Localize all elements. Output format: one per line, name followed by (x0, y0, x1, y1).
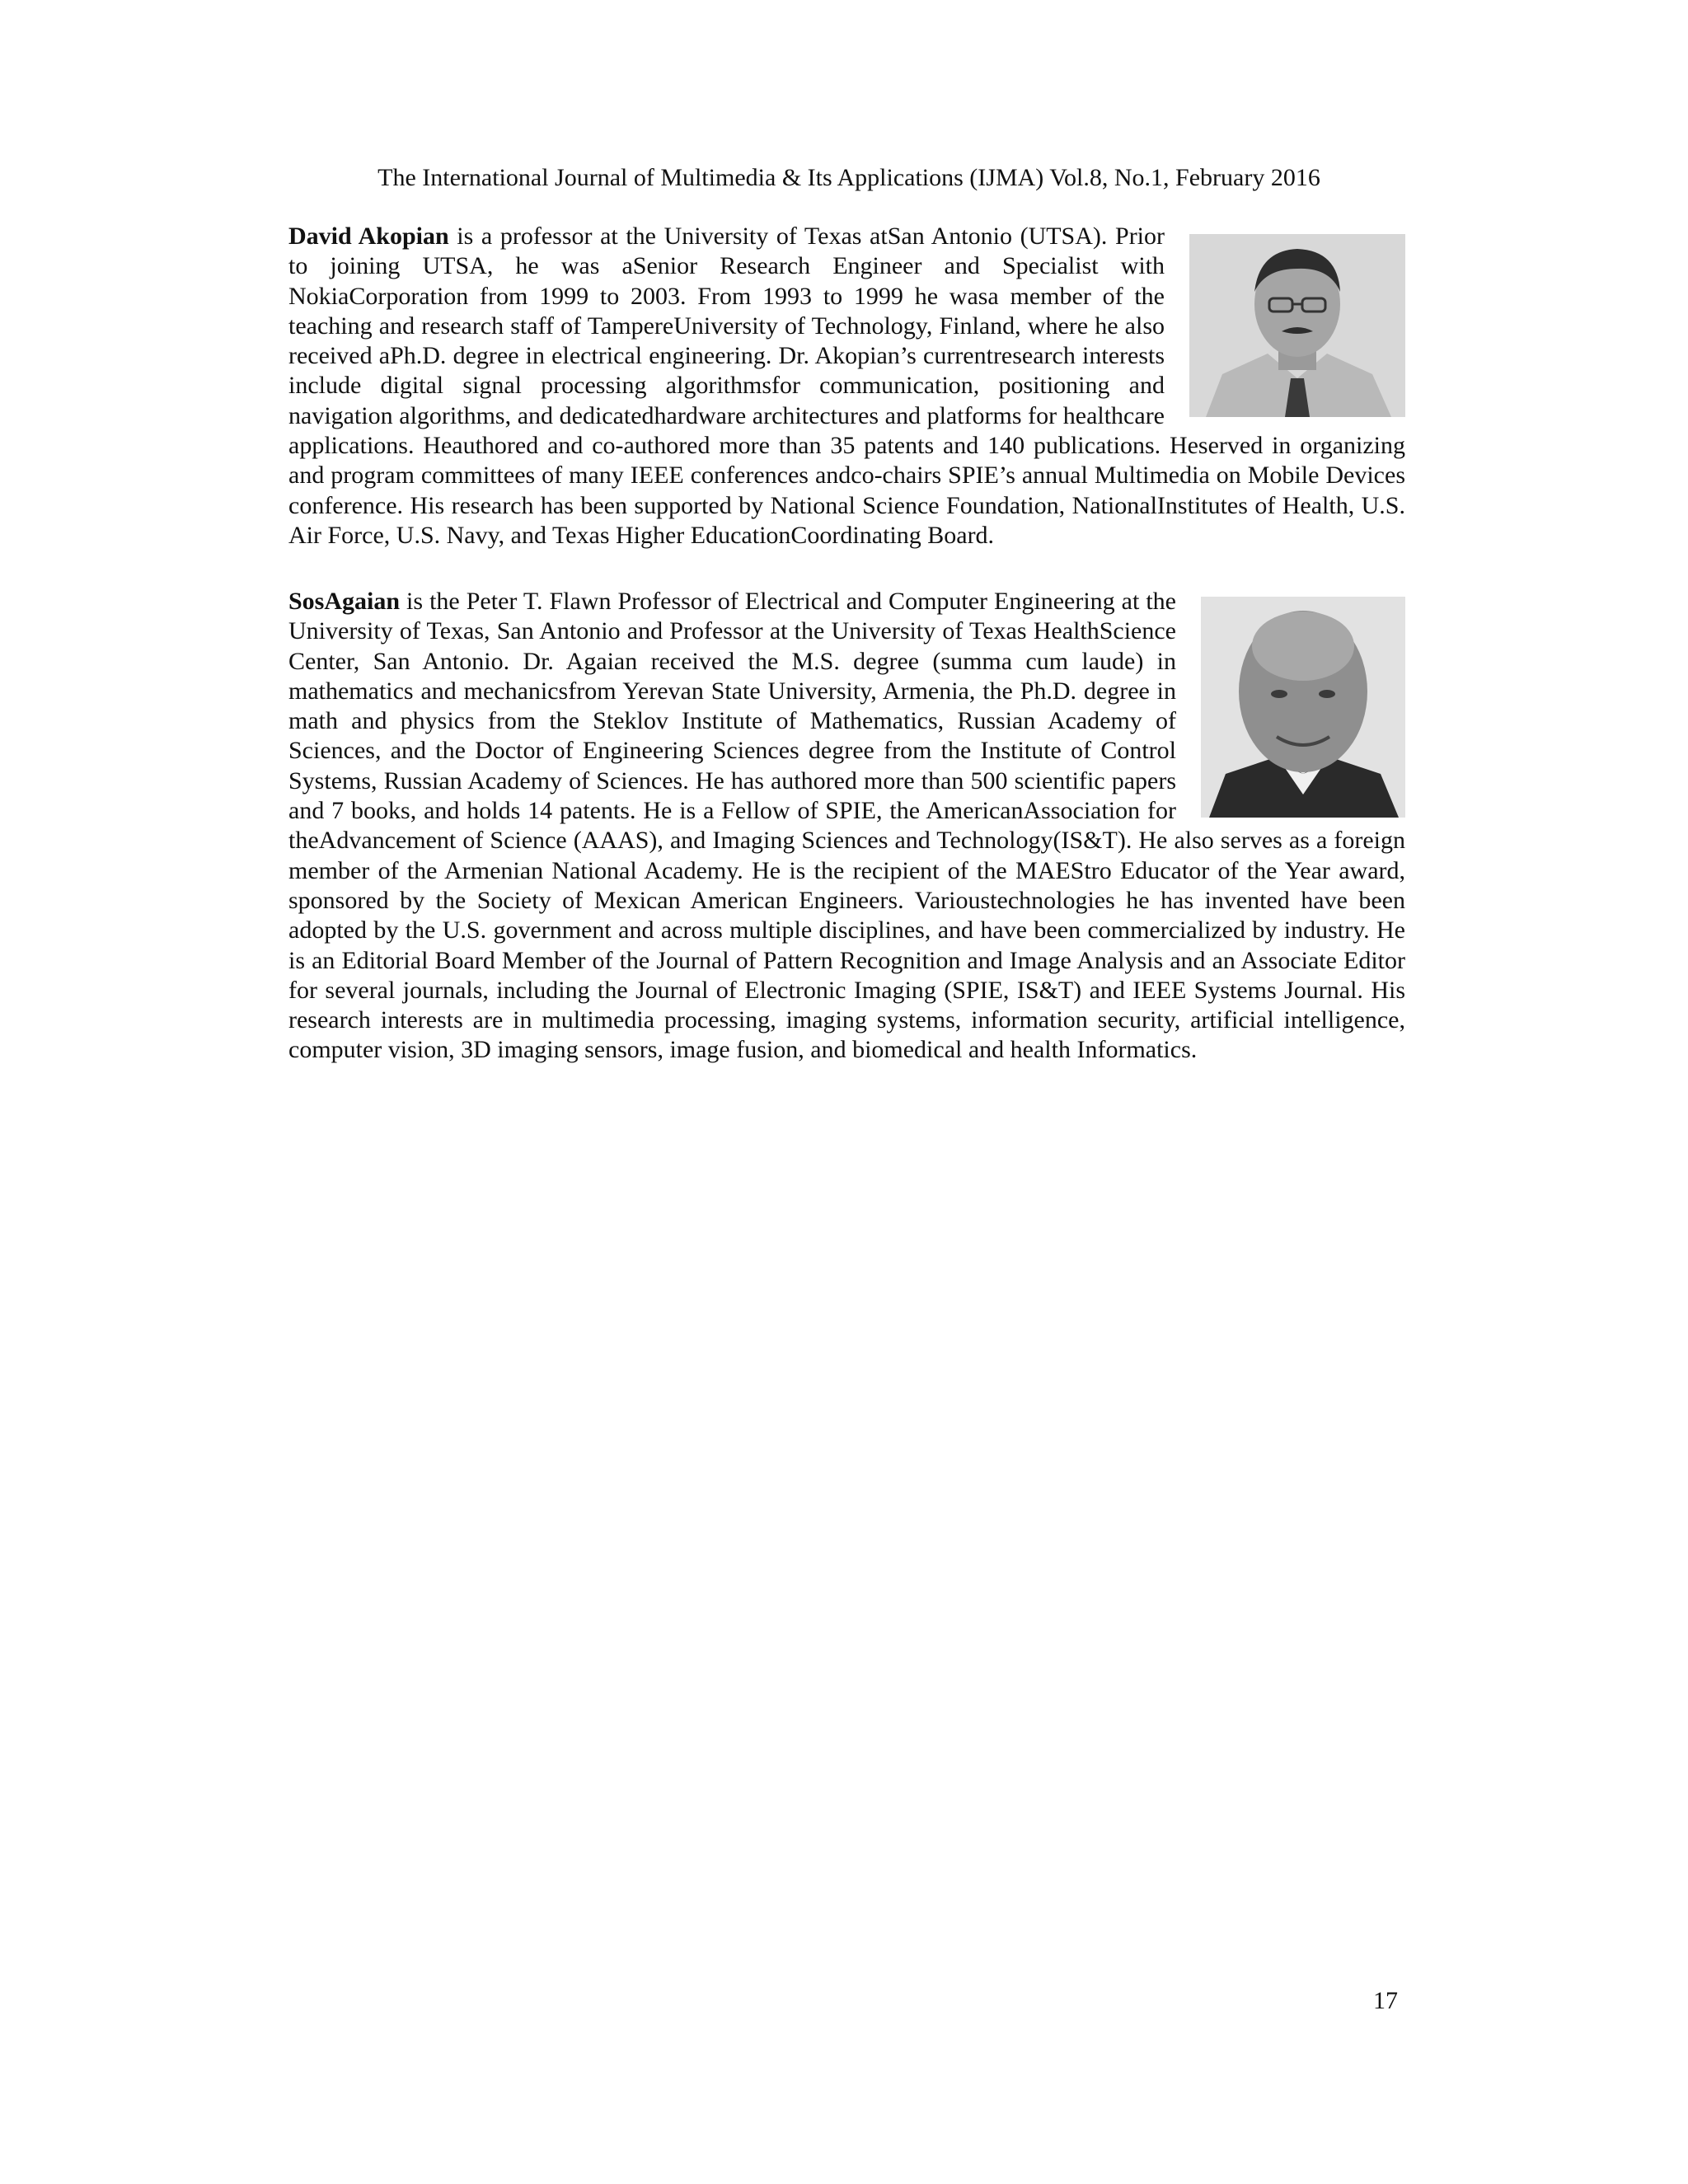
author-photo-akopian (1189, 234, 1405, 417)
author-name-akopian: David Akopian (288, 223, 449, 250)
running-header: The International Journal of Multimedia & Its Applications (IJMA) Vol.8, No.1, February 2016 (377, 164, 1320, 191)
bio-david-akopian (288, 222, 1405, 551)
bio-text-agaian: is the Peter T. Flawn Professor of Electrical and Computer Engineering at the University of Texas, San Antonio and Professor at the University of Texas HealthScience Center, San Antonio. Dr. Agaian received the M.S. degree (summa cum laude) in mathematics and mechanicsfrom Yerevan State University, Armenia, the Ph.D. degree in math and physics from the Steklov Institute of Mathematics, Russian Academy of Sciences, and the Doctor of Engineering Sciences degree from the Institute of Control Systems, Russian Academy of Sciences. He has authored more than 500 scientific papers and 7 books, and holds 14 patents. He is a Fellow of SPIE, the AmericanAssociation for theAdvancement of Science (AAAS), and Imaging Sciences and Technology(IS&T). He also serves as a foreign member of the Armenian National Academy. He is the recipient of the MAEStro Educator of the Year award, sponsored by the Society of Mexican American Engineers. Varioustechnologies he has invented have been adopted by the U.S. government and across multiple disciplines, and have been commercialized by industry. He is an Editorial Board Member of the Journal of Pattern Recognition and Image Analysis and an Associate Editor for several journals, including the Journal of Electronic Imaging (SPIE, IS&T) and IEEE Systems Journal. His research interests are in multimedia processing, imaging systems, information security, artificial intelligence, computer vision, 3D imaging sensors, image fusion, and biomedical and health Informatics. (288, 588, 1405, 1064)
bio-sos-agaian (288, 587, 1405, 1066)
author-photo-agaian (1201, 597, 1405, 818)
author-name-agaian: SosAgaian (288, 588, 401, 615)
page-number: 17 (1373, 1987, 1398, 2014)
bio-text-akopian: is a professor at the University of Texas atSan Antonio (UTSA). Prior to joining UTSA, he was aSenior Research Engineer and Specialist with NokiaCorporation from 1999 to 2003. From 1993 to 1999 he wasa member of the teaching and research staff of TampereUniversity of Technology, Finland, where he also received aPh.D. degree in electrical engineering. Dr. Akopian’s currentresearch interests include digital signal processing algorithmsfor communication, positioning and navigation algorithms, and dedicatedhardware architectures and platforms for healthcare applications. Heauthored and co-authored more than 35 patents and 140 publications. Heserved in organizing and program committees of many IEEE conferences andco-chairs SPIE’s annual Multimedia on Mobile Devices conference. His research has been supported by National Science Foundation, NationalInstitutes of Health, U.S. Air Force, U.S. Navy, and Texas Higher EducationCoordinating Board. (288, 223, 1405, 549)
